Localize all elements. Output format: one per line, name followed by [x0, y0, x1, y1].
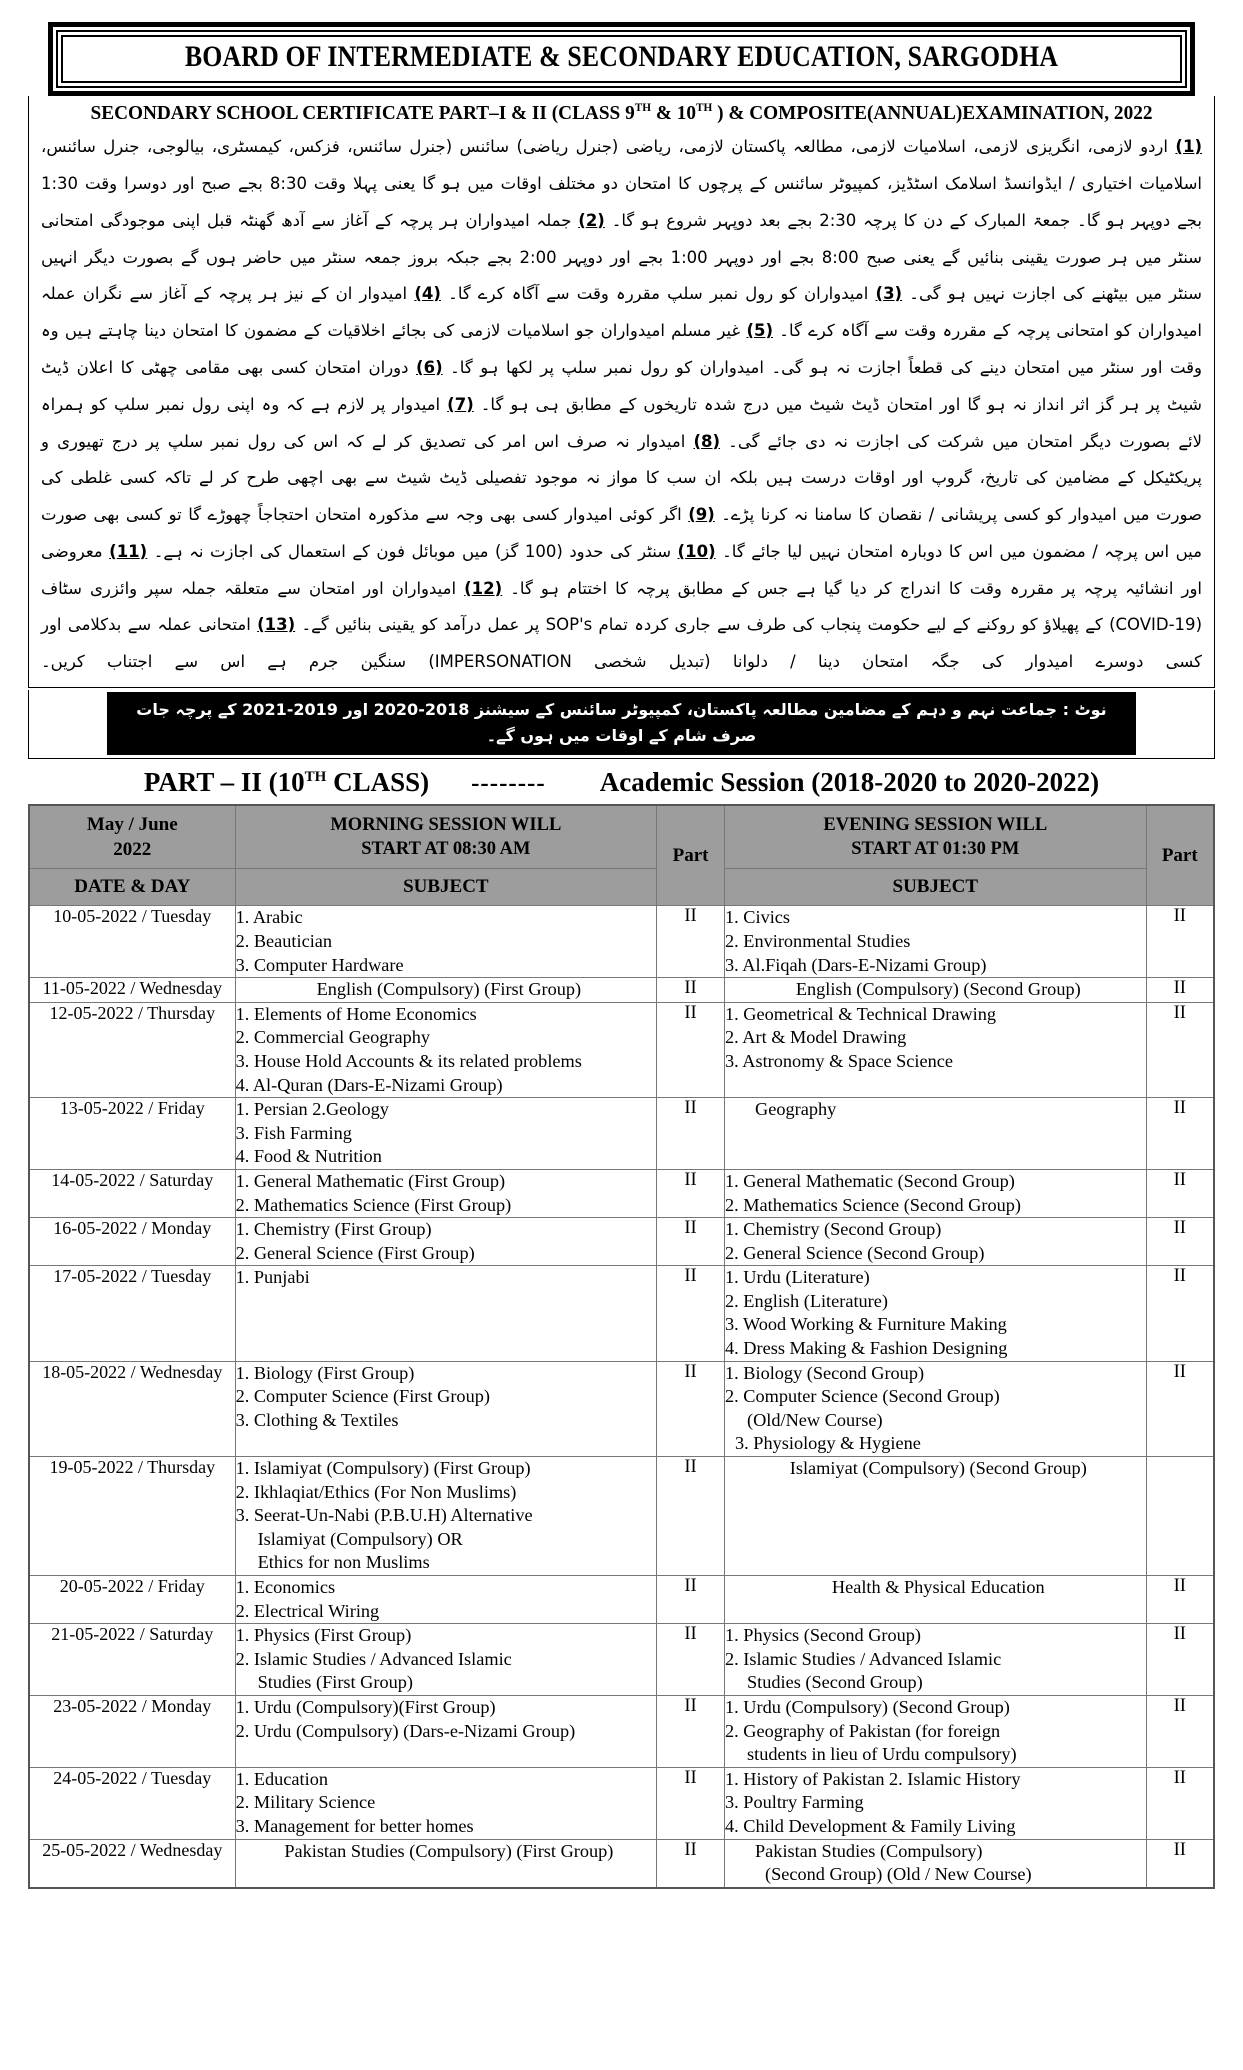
- part-cell-morning: II: [657, 1839, 725, 1888]
- subject-line: 2. Mathematics Science (Second Group): [725, 1194, 1021, 1215]
- subject-line: 1. Urdu (Compulsory)(First Group): [235, 1696, 496, 1717]
- urdu-instruction-number-12: (12): [464, 578, 503, 598]
- date-day-cell: 19-05-2022 / Thursday: [29, 1457, 235, 1576]
- subject-cell: [235, 1767, 657, 1839]
- subject-line: 1. Biology (First Group): [235, 1362, 415, 1383]
- subject-cell: [725, 1266, 1147, 1361]
- subject-line: 2. Mathematics Science (First Group): [235, 1194, 512, 1215]
- date-day-cell: 17-05-2022 / Tuesday: [29, 1266, 235, 1361]
- subtitle-sup-10th: TH: [695, 99, 713, 114]
- part-divider-dashes: --------: [471, 770, 546, 798]
- subject-line: 2. Islamic Studies / Advanced Islamic: [725, 1648, 1002, 1669]
- subject-cell: [725, 1169, 1147, 1217]
- subject-line: 2. Commercial Geography: [235, 1027, 431, 1048]
- subject-line: 1. Education: [235, 1768, 328, 1789]
- part-cell-morning: II: [657, 1218, 725, 1266]
- urdu-instruction-number-4: (4): [414, 284, 441, 304]
- subject-cell: [725, 978, 1147, 1003]
- subject-line: 1. Physics (First Group): [235, 1625, 412, 1646]
- subject-line: students in lieu of Urdu compulsory): [747, 1744, 1017, 1765]
- table-row: [29, 906, 1214, 978]
- part-cell-evening: II: [1146, 1361, 1214, 1456]
- date-day-cell: 13-05-2022 / Friday: [29, 1098, 235, 1170]
- table-row: [29, 1457, 1214, 1576]
- instructions-box: [28, 96, 1215, 689]
- header-part-morning: Part: [657, 805, 725, 906]
- table-row: [29, 1576, 1214, 1624]
- date-day-cell: 11-05-2022 / Wednesday: [29, 978, 235, 1003]
- subject-line: 2. Environmental Studies: [725, 930, 911, 951]
- note-band: نوٹ : جماعت نہم و دہم کے مضامین مطالعہ پاکستان، کمپیوٹر سائنس کے سیشنز 2018-2020 اور 2019-2021 کے پرچہ جات صرف شام کے اوقات میں ہوں گے۔: [107, 692, 1136, 755]
- subject-line: 3. Astronomy & Space Science: [725, 1050, 953, 1071]
- subject-line: 1. Biology (Second Group): [725, 1362, 925, 1383]
- subject-line: 2. Urdu (Compulsory) (Dars-e-Nizami Group): [235, 1720, 576, 1741]
- subject-line: 1. Chemistry (Second Group): [725, 1219, 942, 1240]
- subject-cell: [725, 1624, 1147, 1696]
- subject-cell: [235, 1839, 657, 1888]
- subject-line: 1. Geometrical & Technical Drawing: [725, 1003, 996, 1024]
- date-day-cell: 23-05-2022 / Monday: [29, 1695, 235, 1767]
- header-morning-line1: MORNING SESSION WILL: [330, 814, 562, 835]
- part-cell-morning: II: [657, 1169, 725, 1217]
- part-cell-morning: II: [657, 1361, 725, 1456]
- subject-line: Geography: [755, 1099, 837, 1120]
- urdu-instruction-number-5: (5): [746, 321, 774, 341]
- urdu-instruction-number-9: (9): [688, 505, 715, 525]
- subject-line: 1. General Mathematic (First Group): [235, 1170, 506, 1191]
- subject-cell: [235, 1266, 657, 1361]
- table-row: [29, 1169, 1214, 1217]
- subject-cell: [235, 1576, 657, 1624]
- subject-line: English (Compulsory) (Second Group): [795, 979, 1081, 1000]
- part-cell-evening: II: [1146, 1576, 1214, 1624]
- subject-line: Health & Physical Education: [831, 1577, 1045, 1598]
- subject-cell: [235, 1624, 657, 1696]
- part-cell-evening: II: [1146, 978, 1214, 1003]
- part-cell-morning: II: [657, 906, 725, 978]
- table-row: [29, 978, 1214, 1003]
- date-day-cell: 21-05-2022 / Saturday: [29, 1624, 235, 1696]
- header-morning-line2: START AT 08:30 AM: [361, 839, 531, 860]
- urdu-paragraph: (1) اردو لازمی، انگریزی لازمی، اسلامیات لازمی، مطالعہ پاکستان لازمی، ریاضی (جنرل ریاضی) سائنس (جنرل سائنس، فزکس، کیمسٹری، بیالوجی، جنرل سائنس، اسلامیات اختیاری / ایڈوانسڈ اسلامک اسٹڈیز، کمپیوٹر سائنس کے پرچوں کا امتحان دو مختلف اوقات میں ہو گا یعنی پہلا وقت 8:30 بجے صبح اور دوسرا وقت 1:30 بجے دوپہر ہو گا۔ جمعۃ المبارک کے دن کا پرچہ 2:30 بجے بعد دوپہر شروع ہو گا۔ (2) جملہ امیدواران ہر پرچہ کے آغاز سے آدھ گھنٹہ قبل اپنی موجودگی امتحانی سنٹر میں ہر صورت یقینی بنائیں گے یعنی صبح 8:00 بجے اور دوپہر 1:00 بجے اور دوپہر 2:00 بجے جبکہ بروز جمعہ سنٹر میں حاضر ہوں گے بصورت دیگر انہیں سنٹر میں بیٹھنے کی اجازت نہیں ہو گی۔ (3) امیدواران کو رول نمبر سلپ مقررہ وقت سے آگاہ کرے گا۔ (4) امیدوار ان کے نیز ہر پرچہ کے آغاز سے نگران عملہ امیدواران کو امتحانی پرچہ کے مقررہ وقت سے آگاہ کرے گا۔ (5) غیر مسلم امیدواران جو اسلامیات لازمی کی بجائے اخلاقیات کے مضمون کا امتحان دینا چاہتے ہیں وہ وقت اور سنٹر میں امتحان دینے کی قطعاً اجازت نہ ہو گی۔ امیدواران کو رول نمبر سلپ پر لکھا ہو گا۔ (6) دوران امتحان کسی بھی مقامی چھٹی کا اعلان ڈیٹ شیٹ پر ہر گز اثر انداز نہ ہو گا اور امتحان ڈیٹ شیٹ میں درج شدہ تاریخوں کے مطابق ہی ہو گا۔ (7) امیدوار پر لازم ہے کہ وہ اپنی رول نمبر سلپ کو ہمراہ لائے بصورت دیگر امتحان میں شرکت کی اجازت نہ دی جائے گی۔ (8) امیدوار نہ صرف اس امر کی تصدیق کر لے کہ اس کی رول نمبر سلپ پر درج تھیوری و پریکٹیکل کے مضامین کی تاریخ، گروپ اور اوقات درست ہیں بلکہ ان سب کا مواز نہ موجود تفصیلی ڈیٹ شیٹ سے بھی اچھی طرح کر لے تاکہ کسی غلطی کی صورت میں امیدوار کو کسی پریشانی / نقصان کا سامنا نہ کرنا پڑے۔ (9) اگر کوئی امیدوار کسی بھی وجہ سے مذکورہ امتحان احتجاجاً چھوڑے گا تو کسی بھی صورت میں اس پرچہ / مضمون میں اس کا دوبارہ امتحان نہیں لیا جائے گا۔ (10) سنٹر کی حدود (100 گز) میں موبائل فون کے استعمال کی اجازت نہ ہے۔ (11) معروضی اور انشائیہ پرچہ پر مقررہ وقت کا اندراج کر دیا گیا ہے جس کے مطابق پرچہ کا اختتام ہو گا۔ (12) امیدواران اور امتحان سے متعلقہ جملہ سپر وائزری سٹاف (COVID-19) کے پھیلاؤ کو روکنے کے لیے حکومت پنجاب کی طرف سے جاری کردہ تمام SOP's پر عمل درآمد کو یقینی بنائیں گے۔ (13) امتحانی عملہ سے بدکلامی اور کسی دوسرے امیدوار کی جگہ امتحان دینا / دلوانا (تبدیل شخصی IMPERSONATION) سنگین جرم ہے اس سے اجتناب کریں۔: [41, 137, 1203, 672]
- subject-line: English (Compulsory) (First Group): [316, 979, 582, 1000]
- table-row: [29, 1767, 1214, 1839]
- exam-schedule-body: [29, 906, 1214, 1888]
- subject-line: 1. Islamiyat (Compulsory) (First Group): [235, 1458, 531, 1479]
- subject-line: 3. Seerat-Un-Nabi (P.B.U.H) Alternative: [235, 1505, 533, 1526]
- part-label-pre: PART – II (10: [143, 767, 305, 798]
- subject-line: Ethics for non Muslims: [257, 1552, 430, 1573]
- header-subject-evening: SUBJECT: [725, 869, 1147, 906]
- header-subject-morning: SUBJECT: [235, 869, 657, 906]
- subject-cell: [235, 1457, 657, 1576]
- subject-line: 1. Economics: [235, 1577, 336, 1598]
- subject-line: 1. Urdu (Literature): [725, 1267, 870, 1288]
- subject-line: 2. Art & Model Drawing: [725, 1027, 907, 1048]
- subject-line: Studies (Second Group): [747, 1672, 923, 1693]
- subject-line: 3. Clothing & Textiles: [235, 1409, 399, 1430]
- subject-cell: [725, 1002, 1147, 1097]
- subject-cell: [725, 1361, 1147, 1456]
- subject-cell: [235, 1002, 657, 1097]
- subject-line: 3. House Hold Accounts & its related problems: [235, 1050, 582, 1071]
- date-day-cell: 10-05-2022 / Tuesday: [29, 906, 235, 978]
- part-cell-evening: II: [1146, 1098, 1214, 1170]
- part-cell-evening: II: [1146, 1695, 1214, 1767]
- subject-line: Pakistan Studies (Compulsory): [755, 1840, 983, 1861]
- header-evening-session: [725, 805, 1147, 869]
- urdu-instruction-number-11: (11): [109, 541, 148, 561]
- part-cell-evening: II: [1146, 1002, 1214, 1097]
- part-cell-morning: II: [657, 1767, 725, 1839]
- subject-cell: [725, 1218, 1147, 1266]
- subject-cell: [235, 978, 657, 1003]
- subtitle-post: ) & COMPOSITE(ANNUAL)EXAMINATION, 2022: [712, 101, 1153, 124]
- subject-line: 1. Arabic: [235, 907, 303, 928]
- part-cell-evening: II: [1146, 1624, 1214, 1696]
- part-cell-morning: II: [657, 1624, 725, 1696]
- subject-line: 1. Elements of Home Economics: [235, 1003, 477, 1024]
- subject-line: 1. General Mathematic (Second Group): [725, 1170, 1015, 1191]
- subject-cell: [725, 1576, 1147, 1624]
- date-day-cell: 20-05-2022 / Friday: [29, 1576, 235, 1624]
- subject-line: 4. Dress Making & Fashion Designing: [725, 1338, 1008, 1359]
- subject-cell: [725, 906, 1147, 978]
- subject-line: (Old/New Course): [747, 1409, 883, 1430]
- part-cell-evening: II: [1146, 1266, 1214, 1361]
- banner-middle-border: [56, 30, 1187, 88]
- table-header-row-2: [29, 869, 1214, 906]
- subject-line: 2. Beautician: [235, 930, 333, 951]
- subject-line: 2. General Science (First Group): [235, 1242, 475, 1263]
- subject-line: 2. Electrical Wiring: [235, 1600, 380, 1621]
- exam-date-sheet-page: [0, 22, 1243, 2070]
- subject-cell: [235, 1169, 657, 1217]
- subject-line: 1. Civics: [725, 907, 791, 928]
- subject-line: 1. Persian 2.Geology: [235, 1099, 389, 1120]
- table-row: [29, 1266, 1214, 1361]
- date-day-cell: 25-05-2022 / Wednesday: [29, 1839, 235, 1888]
- part-cell-morning: II: [657, 1266, 725, 1361]
- part-label-sup: TH: [304, 769, 327, 786]
- academic-session-label: Academic Session (2018-2020 to 2020-2022): [599, 767, 1100, 798]
- urdu-instruction-number-6: (6): [416, 358, 443, 378]
- part-two-label: [144, 767, 471, 798]
- subject-line: 1. Urdu (Compulsory) (Second Group): [725, 1696, 1010, 1717]
- date-day-cell: 24-05-2022 / Tuesday: [29, 1767, 235, 1839]
- subject-line: 3. Management for better homes: [235, 1815, 474, 1836]
- table-row: [29, 1624, 1214, 1696]
- urdu-instruction-number-2: (2): [578, 210, 605, 230]
- date-day-cell: 14-05-2022 / Saturday: [29, 1169, 235, 1217]
- part-cell-evening: II: [1146, 1218, 1214, 1266]
- subject-line: 2. English (Literature): [725, 1290, 888, 1311]
- urdu-instruction-number-13: (13): [257, 615, 296, 635]
- part-cell-morning: II: [657, 1002, 725, 1097]
- banner-inner-border: [61, 35, 1182, 83]
- table-row: [29, 1695, 1214, 1767]
- part-cell-evening: II: [1146, 1839, 1214, 1888]
- part-cell-evening: II: [1146, 1767, 1214, 1839]
- subject-cell: [725, 1695, 1147, 1767]
- part-cell-morning: II: [657, 1098, 725, 1170]
- header-month-line2: 2022: [113, 839, 152, 861]
- subject-cell: [725, 1839, 1147, 1888]
- header-evening-line1: EVENING SESSION WILL: [823, 814, 1048, 835]
- header-month-line1: May / June: [86, 814, 178, 836]
- date-day-cell: 12-05-2022 / Thursday: [29, 1002, 235, 1097]
- part-label-post: CLASS): [326, 767, 430, 798]
- header-morning-session: [235, 805, 657, 869]
- urdu-instructions-text: [29, 127, 1214, 687]
- subject-line: 2. Ikhlaqiat/Ethics (For Non Muslims): [235, 1481, 517, 1502]
- subject-line: 2. General Science (Second Group): [725, 1242, 985, 1263]
- table-row: [29, 1218, 1214, 1266]
- subject-line: 3. Wood Working & Furniture Making: [725, 1314, 1007, 1335]
- table-row: [29, 1002, 1214, 1097]
- subject-line: 2. Computer Science (Second Group): [725, 1386, 1000, 1407]
- subtitle-sup-9th: TH: [634, 99, 652, 114]
- subject-line: 3. Poultry Farming: [725, 1792, 864, 1813]
- header-date-day: DATE & DAY: [29, 869, 235, 906]
- part-cell-morning: II: [657, 1457, 725, 1576]
- subject-line: Islamiyat (Compulsory) OR: [257, 1528, 463, 1549]
- subject-line: 3. Fish Farming: [235, 1122, 352, 1143]
- subtitle-mid: & 10: [651, 101, 696, 124]
- subject-line: 2. Computer Science (First Group): [235, 1386, 490, 1407]
- table-row: [29, 1098, 1214, 1170]
- subject-line: 2. Geography of Pakistan (for foreign: [725, 1720, 1001, 1741]
- subtitle-pre: SECONDARY SCHOOL CERTIFICATE PART–I & II (CLASS 9: [90, 101, 635, 124]
- subject-cell: [235, 1218, 657, 1266]
- subject-line: 4. Al-Quran (Dars-E-Nizami Group): [235, 1074, 503, 1095]
- subject-line: 1. Physics (Second Group): [725, 1625, 922, 1646]
- part-cell-morning: II: [657, 1695, 725, 1767]
- subject-line: 2. Islamic Studies / Advanced Islamic: [235, 1648, 512, 1669]
- urdu-instruction-number-1: (1): [1175, 137, 1202, 157]
- subject-line: Pakistan Studies (Compulsory) (First Group): [284, 1840, 614, 1861]
- subject-cell: [725, 1457, 1147, 1576]
- subject-line: 3. Computer Hardware: [235, 954, 404, 975]
- part-cell-evening: II: [1146, 906, 1214, 978]
- part-cell-morning: II: [657, 1576, 725, 1624]
- subject-line: 2. Military Science: [235, 1792, 376, 1813]
- subject-cell: [235, 1695, 657, 1767]
- subject-line: 1. Punjabi: [235, 1267, 310, 1288]
- table-row: [29, 1839, 1214, 1888]
- exam-schedule-table: [28, 804, 1215, 1889]
- urdu-instruction-number-3: (3): [875, 284, 903, 304]
- subject-line: 1. History of Pakistan 2. Islamic History: [725, 1768, 1021, 1789]
- subject-cell: [235, 1098, 657, 1170]
- board-title: BOARD OF INTERMEDIATE & SECONDARY EDUCATION, SARGODHA: [184, 40, 1059, 73]
- subject-line: Islamiyat (Compulsory) (Second Group): [789, 1458, 1087, 1479]
- subject-cell: [235, 1361, 657, 1456]
- header-evening-line2: START AT 01:30 PM: [851, 839, 1020, 860]
- date-day-cell: 18-05-2022 / Wednesday: [29, 1361, 235, 1456]
- subject-line: 3. Physiology & Hygiene: [735, 1433, 921, 1454]
- urdu-instruction-number-10: (10): [677, 541, 716, 561]
- subject-line: (Second Group) (Old / New Course): [765, 1864, 1032, 1885]
- table-row: [29, 1361, 1214, 1456]
- subject-line: 4. Child Development & Family Living: [725, 1815, 1016, 1836]
- urdu-instruction-number-8: (8): [693, 431, 721, 451]
- subject-line: Studies (First Group): [257, 1672, 413, 1693]
- subject-cell: [725, 1767, 1147, 1839]
- part-cell-evening: [1146, 1457, 1214, 1576]
- part-two-heading: [0, 767, 1243, 798]
- urdu-instruction-number-7: (7): [447, 394, 474, 414]
- part-cell-morning: II: [657, 978, 725, 1003]
- date-day-cell: 16-05-2022 / Monday: [29, 1218, 235, 1266]
- board-title-banner: [48, 22, 1195, 96]
- subject-cell: [235, 906, 657, 978]
- subject-line: 4. Food & Nutrition: [235, 1146, 382, 1167]
- subject-line: 1. Chemistry (First Group): [235, 1219, 432, 1240]
- table-header-row-1: [29, 805, 1214, 869]
- note-band-wrapper: [28, 690, 1215, 759]
- subject-cell: [725, 1098, 1147, 1170]
- subject-line: 3. Al.Fiqah (Dars-E-Nizami Group): [725, 954, 987, 975]
- exam-subtitle: [65, 96, 1179, 128]
- part-cell-evening: II: [1146, 1169, 1214, 1217]
- header-part-evening: Part: [1146, 805, 1214, 906]
- header-month: [29, 805, 235, 869]
